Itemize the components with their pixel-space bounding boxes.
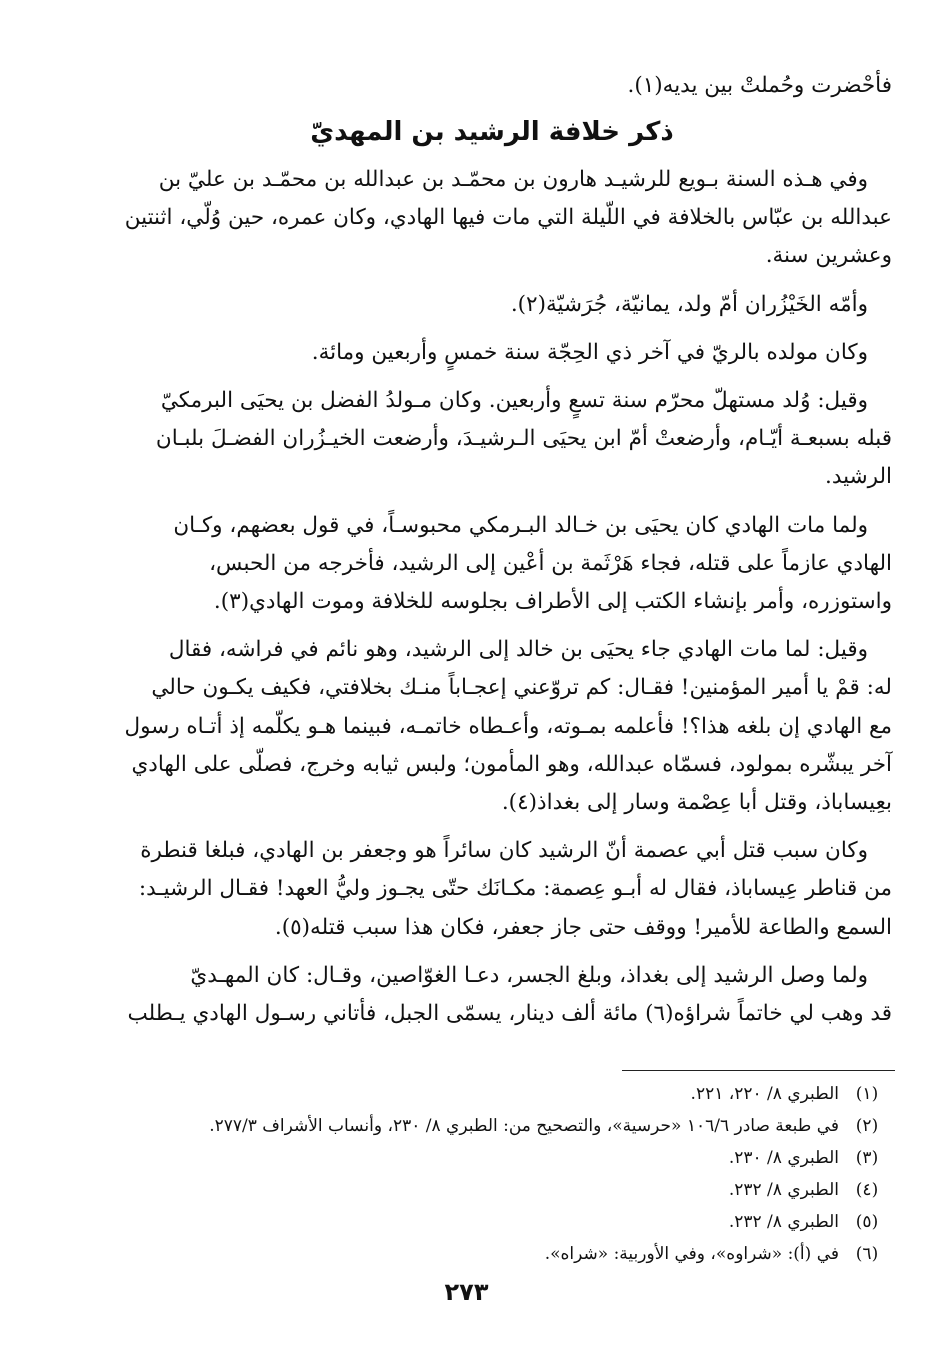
text-line: وعشرين سنة. xyxy=(765,243,892,269)
paragraph xyxy=(92,286,892,324)
text-line: ولما مات الهادي كان يحيَى بن خـالد البـرمكي محبوسـاً، في قول بعضهم، وكـان xyxy=(173,512,868,538)
text-line: من قناطر عِيساباذ، فقال له أبـو عِصمة: مكـانَك حتّى يجـوز وليُّ العهد! فقـال الرشيـد: xyxy=(138,876,892,902)
text-line: وكان سبب قتل أبي عصمة أنّ الرشيد كان سائراً هو وجعفر بن الهادي، فبلغا قنطرة xyxy=(140,838,868,864)
text-line: قبله بسبعـة أيّـام، وأرضعتْ أمّ ابن يحيَى الـرشيـدَ، وأرضعت الخيـزُران الفضـلَ بلبـان xyxy=(155,426,892,452)
text-line: ولما وصل الرشيد إلى بغداذ، وبلغ الجسر، دعـا الغوّاصين، وقـال: كان المهـديّ xyxy=(190,962,868,988)
footnote-separator xyxy=(622,1070,895,1071)
text-line: السمع والطاعة للأمير! ووقف حتى جاز جعفر، فكان هذا سبب قتله(٥). xyxy=(274,914,892,940)
footnotes xyxy=(91,1078,891,1270)
text-line: واستوزره، وأمر بإنشاء الكتب إلى الأطراف بجلوسه للخلافة وموت الهادي(٣). xyxy=(213,589,892,615)
paragraph xyxy=(92,334,892,372)
footnote-number: (٣) xyxy=(855,1148,879,1168)
page-number: ٢٧٣ xyxy=(444,1278,489,1306)
footnote xyxy=(91,1238,891,1270)
text-line: الرشيد. xyxy=(824,464,892,490)
text-line: وقيل: لما مات الهادي جاء يحيَى بن خالد إلى الرشيد، وهو نائم في فراشه، فقال xyxy=(168,637,868,663)
footnote-text: في طبعة صادر ١٠٦/٦ «حرسية»، والتصحيح من: الطبري ٨/ ٢٣٠، وأنساب الأشراف ٢٧٧/٣. xyxy=(209,1116,839,1136)
text-line: وقيل: وُلد مستهلّ محرّم سنة تسعٍ وأربعين. وكان مـولدُ الفضل بن يحيَى البرمكيّ xyxy=(160,388,868,414)
text-line: وفي هـذه السنة بـويع للرشيـد هارون بن محمّـد بن عبدالله بن محمّـد بن عليّ بن xyxy=(158,167,868,192)
footnote-number: (٤) xyxy=(855,1180,879,1200)
text-line: وأمّه الخَيْزُران أمّ ولد، يمانيّة، جُرَشيّة(٢). xyxy=(510,291,868,317)
footnote-number: (١) xyxy=(855,1084,879,1104)
text-line: وكان مولده بالريّ في آخر ذي الحِجّة سنة خمسٍ وأربعين ومائة. xyxy=(311,339,868,365)
text-line: قد وهب لي خاتماً شراؤه(٦) مائة ألف دينار، يسمّى الجبل، فأتاني رسـول الهادي يـطلب xyxy=(127,1001,892,1027)
footnote xyxy=(91,1142,891,1174)
paragraph xyxy=(92,957,892,1033)
paragraph xyxy=(92,631,892,822)
opening-line: فأحْضرت وحُملتْ بين يديه(١). xyxy=(627,73,892,98)
body-text xyxy=(92,161,892,1033)
text-line: عبدالله بن عبّاس بالخلافة في اللّيلة التي مات فيها الهادي، وكان عمره، حين وُلّي، اثنتين xyxy=(124,205,892,231)
footnote-text: الطبري ٨/ ٢٢٠، ٢٢١. xyxy=(690,1084,839,1104)
footnote xyxy=(91,1110,891,1142)
paragraph xyxy=(92,832,892,947)
text-line: مع الهادي إن بلغه هذا؟! فأعلمه بمـوته، وأعـطاه خاتمـه، فبينما هـو يكلّمه إذ أتـاه رسول xyxy=(124,713,892,739)
paragraph xyxy=(92,507,892,622)
footnote-number: (٢) xyxy=(855,1116,879,1136)
footnote-text: في (أ): «شراوه»، وفي الأوربية: «شراه». xyxy=(544,1244,839,1264)
text-line: آخر يبشّره بمولود، فسمّاه عبدالله، وهو المأمون؛ ولبس ثيابه وخرج، فصلّى على الهادي xyxy=(131,751,892,777)
paragraph xyxy=(92,382,892,497)
footnote xyxy=(91,1206,891,1238)
footnote-text: الطبري ٨/ ٢٣٢. xyxy=(728,1212,839,1232)
text-line: الهادي عازماً على قتله، فجاء هَرْثَمة بن أعْين إلى الرشيد، فأخرجه من الحبس، xyxy=(209,550,892,576)
footnote-number: (٦) xyxy=(855,1244,879,1264)
footnote-text: الطبري ٨/ ٢٣٠. xyxy=(728,1148,839,1168)
section-heading: ذكر خلافة الرشيد بن المهديّ xyxy=(310,117,674,147)
text-line: بعِيساباذ، وقتل أبا عِصْمة وسار إلى بغداذ(٤). xyxy=(501,790,892,816)
book-page xyxy=(92,66,892,1043)
text-line: له: قمْ يا أمير المؤمنين! فقـال: كم تروّعني إعجـاباً منـك بخلافتي، فكيف يكـون حالي xyxy=(151,675,892,701)
footnote-text: الطبري ٨/ ٢٣٢. xyxy=(728,1180,839,1200)
footnote xyxy=(91,1078,891,1110)
footnote-number: (٥) xyxy=(855,1212,879,1232)
footnote xyxy=(91,1174,891,1206)
paragraph xyxy=(92,161,892,276)
